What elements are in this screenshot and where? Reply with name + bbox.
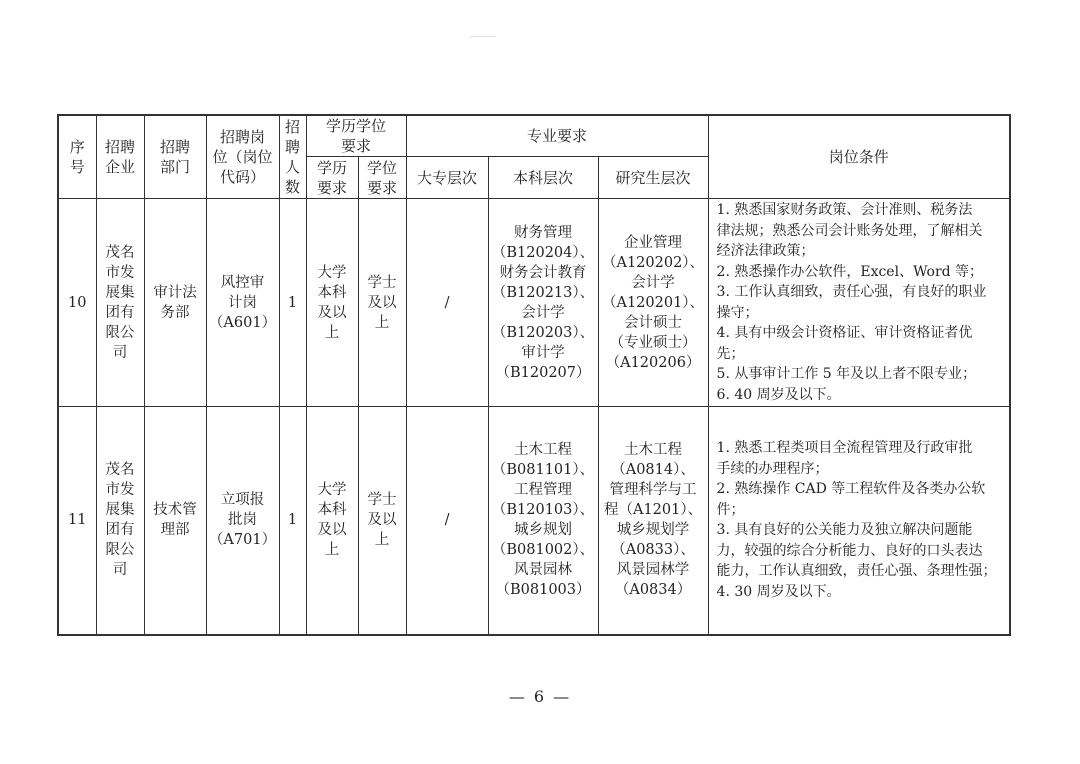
header-row-1 — [58, 115, 1010, 157]
header-edu-group: 学历学位 要求 — [306, 115, 406, 157]
condition-line: 3. 具有良好的公关能力及独立解决问题能 — [716, 522, 973, 539]
header-conditions: 岗位条件 — [708, 115, 1010, 199]
row-seq: 11 — [58, 407, 96, 635]
condition-line: 先； — [716, 345, 745, 362]
row-company: 茂名 市发 展集 团有 限公 司 — [96, 199, 144, 407]
row-count: 1 — [279, 407, 306, 635]
condition-line: 6. 40 周岁及以下。 — [716, 386, 841, 403]
condition-line: 1. 熟悉国家财务政策、会计准则、税务法 — [716, 202, 973, 218]
condition-line: 经济法律政策； — [716, 243, 815, 259]
row-bachelor: 财务管理 （B120204）、 财务会计教育 （B120213）、 会计学 （B120203）、 审计学 （B120207） — [488, 199, 598, 407]
header-count: 招 聘 人 数 — [279, 115, 306, 199]
condition-line: 5. 从事审计工作 5 年及以上者不限专业； — [716, 366, 977, 382]
condition-line: 件； — [716, 501, 745, 518]
row-count: 1 — [279, 199, 306, 407]
condition-line: 2. 熟悉操作办公软件，Excel、Word 等； — [716, 263, 984, 280]
row-graduate: 土木工程 （A0814）、 管理科学与工 程（A1201）、 城乡规划学 （A0833）、 风景园林学 （A0834） — [598, 407, 708, 635]
row-company: 茂名 市发 展集 团有 限公 司 — [96, 407, 144, 635]
condition-line: 手续的办理程序； — [716, 460, 829, 477]
header-seq: 序 号 — [58, 115, 96, 199]
header-position: 招聘岗 位（岗位 代码） — [206, 115, 279, 199]
row-edu: 大学 本科 及以 上 — [306, 199, 358, 407]
row-degree: 学士 及以 上 — [358, 199, 406, 407]
condition-line: 能力，工作认真细致，责任心强、条理性强； — [716, 563, 997, 580]
condition-line: 1. 熟悉工程类项目全流程管理及行政审批 — [716, 440, 973, 457]
row-bachelor: 土木工程 （B081101）、 工程管理 （B120103）、 城乡规划 （B081002）、 风景园林 （B081003） — [488, 407, 598, 635]
condition-line: 4. 具有中级会计资格证、审计资格证者优 — [716, 325, 973, 341]
header-dept: 招聘 部门 — [144, 115, 206, 199]
condition-line: 律法规；熟悉公司会计账务处理，了解相关 — [716, 222, 983, 239]
header-edu: 学历 要求 — [306, 157, 358, 199]
row-dept: 技术管 理部 — [144, 407, 206, 635]
row-conditions — [708, 407, 1010, 635]
header-company: 招聘 企业 — [96, 115, 144, 199]
recruitment-table — [57, 114, 1011, 636]
header-graduate: 研究生层次 — [598, 157, 708, 199]
scan-mark — [470, 36, 496, 37]
row-position: 立项报 批岗 （A701） — [206, 407, 279, 635]
condition-line: 3. 工作认真细致，责任心强，有良好的职业 — [716, 284, 987, 300]
header-bachelor: 本科层次 — [488, 157, 598, 199]
row-conditions — [708, 199, 1010, 407]
page-number: — 6 — — [508, 687, 572, 706]
row-dept: 审计法 务部 — [144, 199, 206, 407]
row-college: / — [406, 199, 488, 407]
condition-line: 2. 熟练操作 CAD 等工程软件及各类办公软 — [716, 481, 986, 498]
condition-line: 操守； — [716, 304, 759, 321]
condition-line: 4. 30 周岁及以下。 — [716, 583, 841, 600]
row-seq: 10 — [58, 199, 96, 407]
row-degree: 学士 及以 上 — [358, 407, 406, 635]
row-college: / — [406, 407, 488, 635]
header-major-group: 专业要求 — [406, 115, 708, 157]
row-graduate: 企业管理 （A120202）、 会计学 （A120201）、 会计硕士 （专业硕士） （A120206） — [598, 199, 708, 407]
header-degree: 学位 要求 — [358, 157, 406, 199]
table-row — [58, 407, 1010, 635]
header-college: 大专层次 — [406, 157, 488, 199]
table-row — [58, 199, 1010, 407]
row-position: 风控审 计岗 （A601） — [206, 199, 279, 407]
condition-line: 力，较强的综合分析能力、良好的口头表达 — [716, 542, 983, 559]
row-edu: 大学 本科 及以 上 — [306, 407, 358, 635]
